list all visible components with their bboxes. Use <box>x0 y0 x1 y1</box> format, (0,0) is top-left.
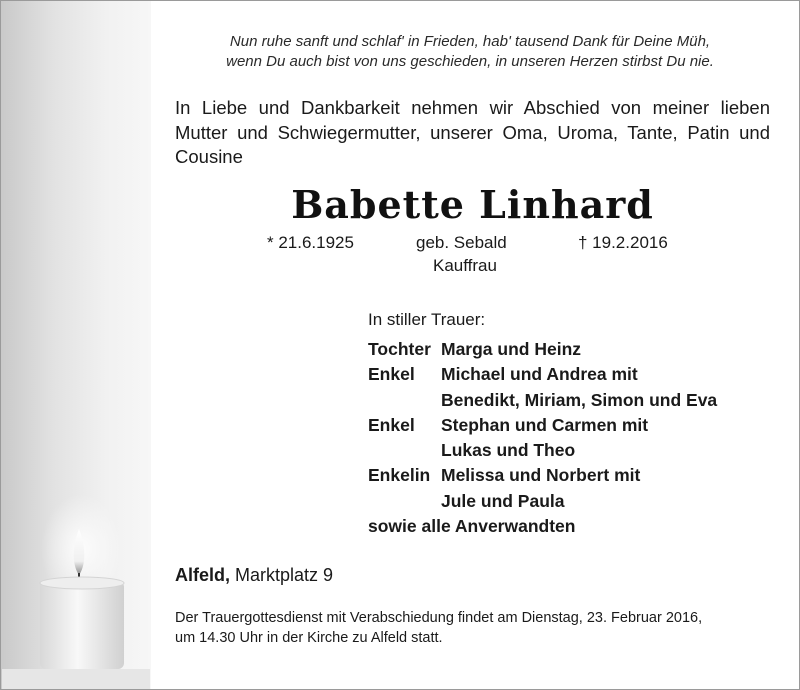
mourner-names: Michael und Andrea mit <box>441 364 638 385</box>
candle-image <box>1 1 151 689</box>
occupation: Kauffrau <box>433 256 497 275</box>
mourner-row <box>368 463 717 488</box>
death-date: † 19.2.2016 <box>578 233 668 252</box>
mourner-names: Melissa und Norbert mit <box>441 465 641 486</box>
mourner-names: Jule und Paula <box>441 490 565 511</box>
deceased-name: Babette Linhard <box>291 182 654 227</box>
mourners-closing: sowie alle Anverwandten <box>368 516 576 537</box>
address-street: Marktplatz 9 <box>235 565 334 585</box>
service-line: um 14.30 Uhr in der Kirche zu Alfeld statt. <box>175 630 443 646</box>
memorial-verse <box>170 32 770 72</box>
service-line: Der Trauergottesdienst mit Verabschiedung findet am Dienstag, 23. Februar 2016, <box>175 610 703 626</box>
relation-label: Enkel <box>368 414 415 435</box>
verse-line: Nun ruhe sanft und schlaf' in Frieden, hab' tausend Dank für Deine Müh, <box>229 33 711 50</box>
mourner-names: Stephan und Carmen mit <box>441 414 649 435</box>
maiden-name: geb. Sebald <box>416 233 507 252</box>
address <box>175 565 333 586</box>
relation-label: Enkelin <box>368 465 431 486</box>
mourner-row <box>368 362 717 387</box>
mourner-row <box>368 388 717 413</box>
birth-date: * 21.6.1925 <box>267 233 354 252</box>
mourner-names: Benedikt, Miriam, Simon und Eva <box>441 389 718 410</box>
mourner-row <box>368 438 717 463</box>
mourners-heading: In stiller Trauer: <box>368 310 486 329</box>
mourner-row <box>368 413 717 438</box>
relation-label <box>368 489 441 514</box>
relation-label: Enkel <box>368 364 415 385</box>
side-panel <box>1 1 151 689</box>
mourners-list <box>368 337 717 539</box>
verse-line: wenn Du auch bist von uns geschieden, in unseren Herzen stirbst Du nie. <box>226 53 714 70</box>
mourner-names: Lukas und Theo <box>441 440 576 461</box>
relation-label <box>368 438 441 463</box>
service-notice <box>175 608 775 648</box>
intro-text: In Liebe und Dankbarkeit nehmen wir Abschied von meiner lieben Mutter und Schwiegermutter, unserer Oma, Uroma, Tante, Patin und Cousine <box>175 97 770 167</box>
relation-label <box>368 388 441 413</box>
address-town: Alfeld, <box>175 565 231 585</box>
mourner-row <box>368 489 717 514</box>
mourner-row <box>368 337 717 362</box>
mourner-names: Marga und Heinz <box>441 339 582 359</box>
relation-label: Tochter <box>368 339 431 359</box>
